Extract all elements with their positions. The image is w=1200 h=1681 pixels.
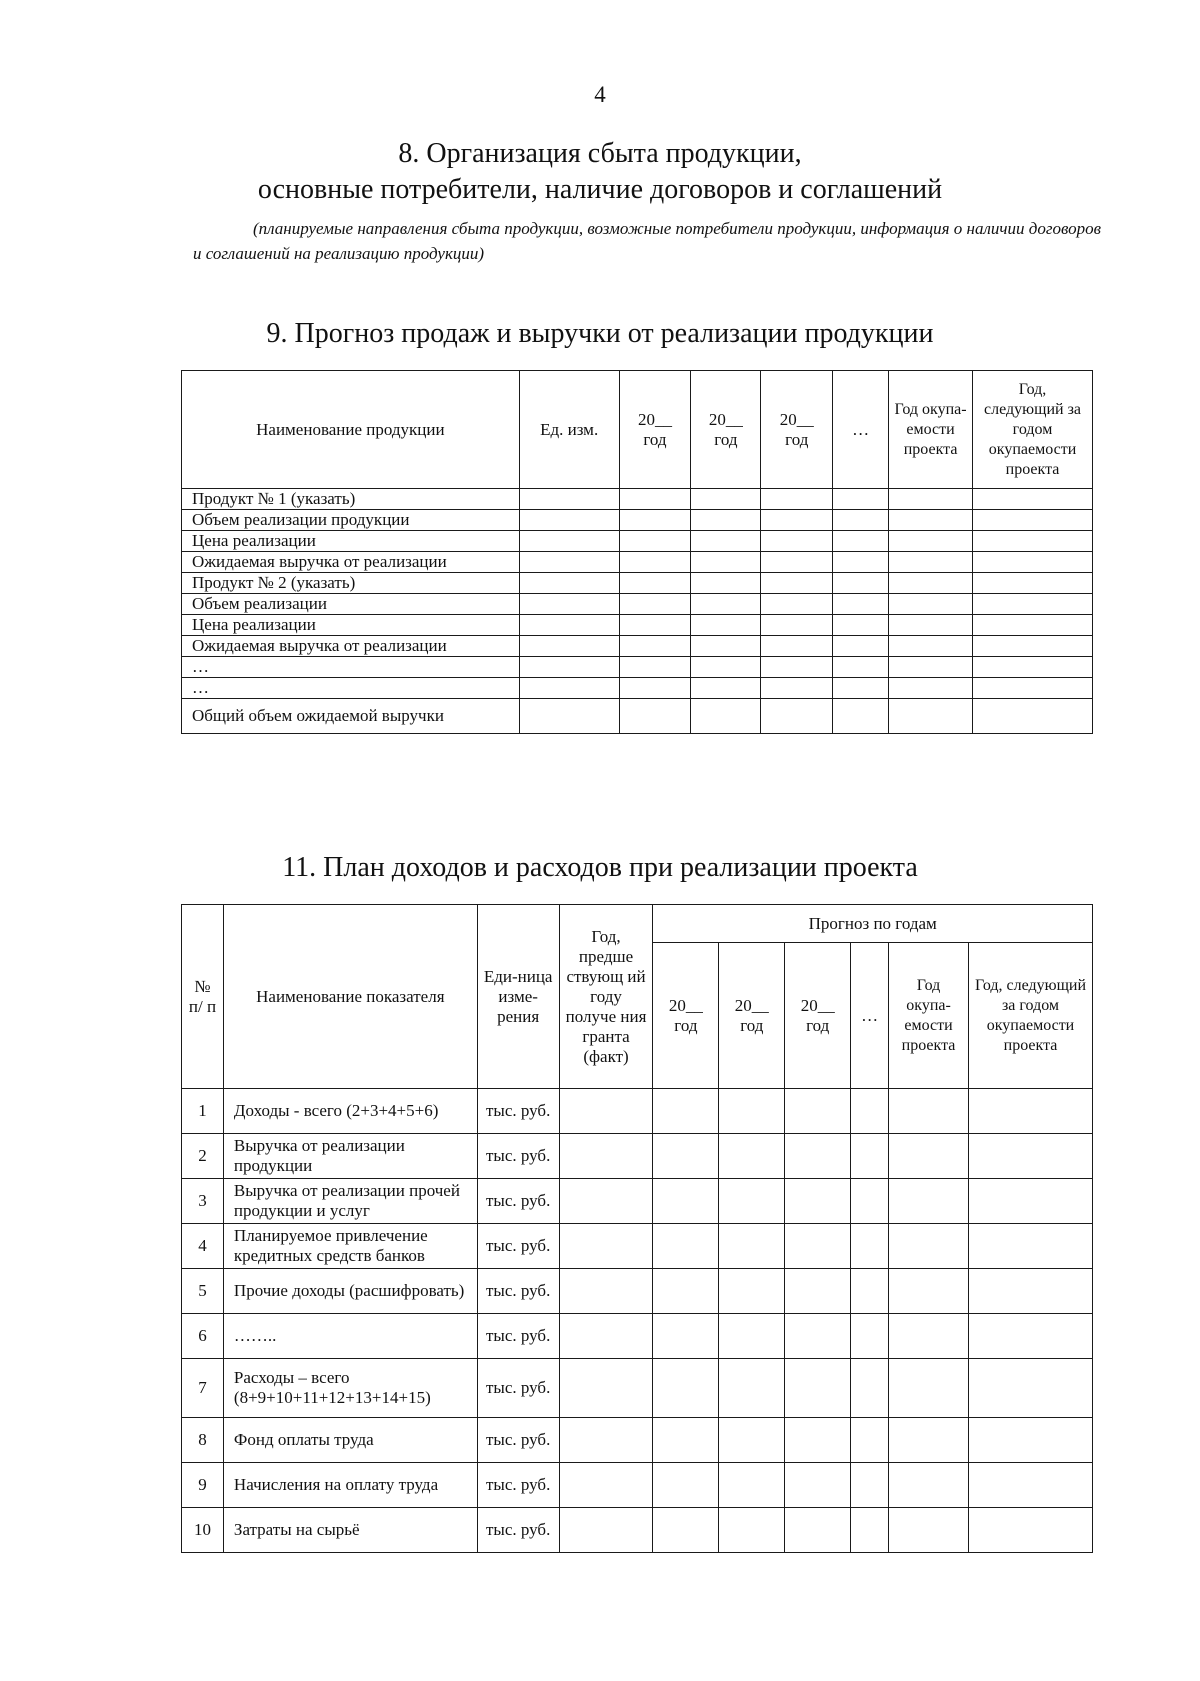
empty-cell (785, 1359, 851, 1418)
empty-cell (889, 1314, 969, 1359)
header-unit: Ед. изм. (519, 371, 619, 489)
empty-cell (969, 1269, 1093, 1314)
row-label: Цена реализации (182, 531, 520, 552)
row-indicator-name: …….. (223, 1314, 477, 1359)
row-indicator-name: Расходы – всего (8+9+10+11+12+13+14+15) (223, 1359, 477, 1418)
empty-cell (619, 489, 691, 510)
empty-cell (719, 1089, 785, 1134)
empty-cell (889, 1134, 969, 1179)
section-8-title-line-2: основные потребители, наличие договоров и соглашений (257, 174, 943, 205)
empty-cell (785, 1134, 851, 1179)
empty-cell (691, 657, 761, 678)
empty-cell (973, 531, 1093, 552)
table-row (182, 1089, 1093, 1134)
empty-cell (889, 1224, 969, 1269)
empty-cell (969, 1179, 1093, 1224)
row-number: 4 (182, 1224, 224, 1269)
header-forecast-year-3-value: 20__ (800, 995, 835, 1015)
empty-cell (691, 489, 761, 510)
row-label: … (182, 657, 520, 678)
section-11-title: 11. План доходов и расходов при реализации проекта (282, 852, 918, 883)
empty-cell (889, 489, 973, 510)
empty-cell (619, 552, 691, 573)
empty-cell (851, 1418, 889, 1463)
empty-cell (889, 552, 973, 573)
empty-cell (833, 552, 889, 573)
empty-cell (969, 1134, 1093, 1179)
header-year-1 (619, 371, 691, 489)
income-expense-header-row-1 (182, 905, 1093, 943)
empty-cell (851, 1314, 889, 1359)
empty-cell (851, 1359, 889, 1418)
row-indicator-name: Затраты на сырьё (223, 1508, 477, 1553)
empty-cell (833, 594, 889, 615)
empty-cell (785, 1269, 851, 1314)
empty-cell (559, 1463, 653, 1508)
table-row (182, 636, 1093, 657)
empty-cell (559, 1359, 653, 1418)
empty-cell (761, 615, 833, 636)
table-row (182, 1508, 1093, 1553)
empty-cell (519, 678, 619, 699)
row-label: … (182, 678, 520, 699)
empty-cell (851, 1269, 889, 1314)
row-number: 3 (182, 1179, 224, 1224)
empty-cell (691, 699, 761, 734)
empty-cell (519, 573, 619, 594)
empty-cell (833, 531, 889, 552)
row-measure-unit: тыс. руб. (477, 1179, 559, 1224)
row-measure-unit: тыс. руб. (477, 1508, 559, 1553)
row-measure-unit: тыс. руб. (477, 1269, 559, 1314)
empty-cell (833, 489, 889, 510)
row-measure-unit: тыс. руб. (477, 1359, 559, 1418)
table-row (182, 1134, 1093, 1179)
table-row (182, 1269, 1093, 1314)
empty-cell (969, 1089, 1093, 1134)
empty-cell (833, 573, 889, 594)
row-indicator-name: Фонд оплаты труда (223, 1418, 477, 1463)
empty-cell (973, 699, 1093, 734)
table-row (182, 1314, 1093, 1359)
row-label: Объем реализации продукции (182, 510, 520, 531)
empty-cell (719, 1508, 785, 1553)
header-product-name: Наименование продукции (182, 371, 520, 489)
empty-cell (969, 1224, 1093, 1269)
empty-cell (889, 510, 973, 531)
table-row (182, 1359, 1093, 1418)
header-forecast-year-2-label: год (740, 1015, 764, 1035)
empty-cell (785, 1089, 851, 1134)
empty-cell (761, 594, 833, 615)
empty-cell (973, 636, 1093, 657)
empty-cell (889, 699, 973, 734)
header-year-1-value: 20__ (637, 409, 672, 429)
empty-cell (761, 531, 833, 552)
header-forecast-year-2-value: 20__ (734, 995, 769, 1015)
empty-cell (969, 1418, 1093, 1463)
empty-cell (619, 531, 691, 552)
empty-cell (653, 1224, 719, 1269)
empty-cell (851, 1224, 889, 1269)
row-number: 5 (182, 1269, 224, 1314)
header-previous-year: Год, предше ствующ ий году получе ния гранта (факт) (559, 905, 653, 1089)
empty-cell (889, 1359, 969, 1418)
table-row (182, 510, 1093, 531)
empty-cell (559, 1418, 653, 1463)
header-forecast-payback-year: Год окупа-емости проекта (889, 943, 969, 1089)
row-measure-unit: тыс. руб. (477, 1089, 559, 1134)
row-number: 7 (182, 1359, 224, 1418)
section-9-title: 9. Прогноз продаж и выручки от реализации продукции (266, 318, 934, 349)
empty-cell (761, 657, 833, 678)
empty-cell (691, 615, 761, 636)
section-8-title-line-1: 8. Организация сбыта продукции, (398, 138, 802, 169)
table-row (182, 1224, 1093, 1269)
empty-cell (889, 1463, 969, 1508)
empty-cell (785, 1418, 851, 1463)
empty-cell (761, 573, 833, 594)
empty-cell (653, 1089, 719, 1134)
table-row (182, 699, 1093, 734)
empty-cell (619, 678, 691, 699)
header-year-3-value: 20__ (779, 409, 814, 429)
header-forecast-ellipsis: … (851, 943, 889, 1089)
empty-cell (619, 510, 691, 531)
empty-cell (889, 531, 973, 552)
table-row (182, 531, 1093, 552)
row-label: Цена реализации (182, 615, 520, 636)
header-after-payback-year: Год, следующий за годом окупаемости проекта (973, 371, 1093, 489)
empty-cell (619, 594, 691, 615)
empty-cell (785, 1179, 851, 1224)
empty-cell (785, 1508, 851, 1553)
sales-forecast-header-row (182, 371, 1093, 489)
empty-cell (559, 1314, 653, 1359)
header-indicator-name: Наименование показателя (223, 905, 477, 1089)
empty-cell (559, 1134, 653, 1179)
table-row (182, 615, 1093, 636)
header-year-1-label: год (643, 429, 667, 449)
row-number: 10 (182, 1508, 224, 1553)
empty-cell (653, 1134, 719, 1179)
table-row (182, 1418, 1093, 1463)
sales-forecast-body (182, 489, 1093, 734)
empty-cell (691, 510, 761, 531)
empty-cell (785, 1463, 851, 1508)
empty-cell (761, 678, 833, 699)
row-label: Объем реализации (182, 594, 520, 615)
empty-cell (719, 1179, 785, 1224)
header-measure-unit: Еди-ница изме-рения (477, 905, 559, 1089)
row-label: Продукт № 1 (указать) (182, 489, 520, 510)
table-row (182, 1179, 1093, 1224)
empty-cell (973, 678, 1093, 699)
empty-cell (889, 1418, 969, 1463)
empty-cell (519, 489, 619, 510)
empty-cell (519, 699, 619, 734)
empty-cell (761, 552, 833, 573)
empty-cell (973, 489, 1093, 510)
empty-cell (719, 1134, 785, 1179)
empty-cell (653, 1179, 719, 1224)
table-row (182, 1463, 1093, 1508)
empty-cell (785, 1314, 851, 1359)
empty-cell (833, 615, 889, 636)
row-measure-unit: тыс. руб. (477, 1463, 559, 1508)
page-number: 4 (594, 82, 606, 107)
empty-cell (973, 594, 1093, 615)
empty-cell (653, 1508, 719, 1553)
header-forecast-year-1-value: 20__ (668, 995, 703, 1015)
empty-cell (619, 615, 691, 636)
row-number: 1 (182, 1089, 224, 1134)
empty-cell (973, 615, 1093, 636)
empty-cell (969, 1463, 1093, 1508)
row-measure-unit: тыс. руб. (477, 1224, 559, 1269)
empty-cell (691, 636, 761, 657)
row-number: 2 (182, 1134, 224, 1179)
empty-cell (653, 1463, 719, 1508)
empty-cell (559, 1269, 653, 1314)
row-measure-unit: тыс. руб. (477, 1134, 559, 1179)
empty-cell (833, 657, 889, 678)
empty-cell (619, 657, 691, 678)
row-indicator-name: Прочие доходы (расшифровать) (223, 1269, 477, 1314)
empty-cell (973, 573, 1093, 594)
row-label: Общий объем ожидаемой выручки (182, 699, 520, 734)
table-row (182, 552, 1093, 573)
row-number: 6 (182, 1314, 224, 1359)
section-8-note: (планируемые направления сбыта продукции, возможные потребители продукции, информация о наличии договоров и соглашений на реализацию продукции) (193, 219, 1101, 263)
empty-cell (833, 636, 889, 657)
income-expense-table (181, 904, 1093, 1553)
empty-cell (619, 636, 691, 657)
empty-cell (519, 531, 619, 552)
empty-cell (619, 699, 691, 734)
header-year-2 (691, 371, 761, 489)
header-forecast-year-2 (719, 943, 785, 1089)
empty-cell (519, 552, 619, 573)
empty-cell (719, 1224, 785, 1269)
empty-cell (851, 1508, 889, 1553)
empty-cell (973, 657, 1093, 678)
empty-cell (691, 531, 761, 552)
row-label: Продукт № 2 (указать) (182, 573, 520, 594)
empty-cell (833, 699, 889, 734)
empty-cell (761, 510, 833, 531)
table-row (182, 573, 1093, 594)
header-year-3-label: год (785, 429, 809, 449)
row-indicator-name: Доходы - всего (2+3+4+5+6) (223, 1089, 477, 1134)
row-indicator-name: Начисления на оплату труда (223, 1463, 477, 1508)
empty-cell (889, 1179, 969, 1224)
empty-cell (851, 1463, 889, 1508)
header-forecast-year-1 (653, 943, 719, 1089)
row-number: 9 (182, 1463, 224, 1508)
empty-cell (619, 573, 691, 594)
empty-cell (889, 1508, 969, 1553)
empty-cell (653, 1359, 719, 1418)
empty-cell (559, 1179, 653, 1224)
empty-cell (889, 678, 973, 699)
empty-cell (691, 678, 761, 699)
empty-cell (719, 1359, 785, 1418)
empty-cell (761, 636, 833, 657)
empty-cell (889, 636, 973, 657)
row-number: 8 (182, 1418, 224, 1463)
row-indicator-name: Планируемое привлечение кредитных средств банков (223, 1224, 477, 1269)
header-payback-year: Год окупа-емости проекта (889, 371, 973, 489)
empty-cell (691, 594, 761, 615)
row-label: Ожидаемая выручка от реализации (182, 636, 520, 657)
header-forecast-after-payback-year: Год, следующий за годом окупаемости проекта (969, 943, 1093, 1089)
empty-cell (889, 615, 973, 636)
empty-cell (785, 1224, 851, 1269)
header-year-2-value: 20__ (708, 409, 743, 429)
empty-cell (653, 1314, 719, 1359)
empty-cell (969, 1314, 1093, 1359)
empty-cell (559, 1089, 653, 1134)
header-forecast-year-3 (785, 943, 851, 1089)
empty-cell (519, 594, 619, 615)
empty-cell (691, 552, 761, 573)
empty-cell (519, 510, 619, 531)
empty-cell (519, 615, 619, 636)
empty-cell (719, 1269, 785, 1314)
empty-cell (889, 573, 973, 594)
empty-cell (761, 489, 833, 510)
empty-cell (889, 657, 973, 678)
header-forecast-by-years: Прогноз по годам (653, 905, 1093, 943)
header-ellipsis: … (833, 371, 889, 489)
table-row (182, 657, 1093, 678)
empty-cell (653, 1418, 719, 1463)
row-measure-unit: тыс. руб. (477, 1314, 559, 1359)
header-row-number: № п/ п (182, 905, 224, 1089)
empty-cell (691, 573, 761, 594)
row-label: Ожидаемая выручка от реализации (182, 552, 520, 573)
empty-cell (851, 1179, 889, 1224)
empty-cell (559, 1508, 653, 1553)
empty-cell (889, 594, 973, 615)
empty-cell (969, 1359, 1093, 1418)
header-year-2-label: год (714, 429, 738, 449)
sales-forecast-table (181, 370, 1093, 734)
empty-cell (851, 1134, 889, 1179)
row-measure-unit: тыс. руб. (477, 1418, 559, 1463)
row-indicator-name: Выручка от реализации прочей продукции и услуг (223, 1179, 477, 1224)
income-expense-body (182, 1089, 1093, 1553)
empty-cell (969, 1508, 1093, 1553)
empty-cell (719, 1418, 785, 1463)
table-row (182, 594, 1093, 615)
empty-cell (851, 1089, 889, 1134)
empty-cell (833, 510, 889, 531)
empty-cell (559, 1224, 653, 1269)
empty-cell (719, 1314, 785, 1359)
table-row (182, 678, 1093, 699)
empty-cell (519, 657, 619, 678)
empty-cell (973, 510, 1093, 531)
header-year-3 (761, 371, 833, 489)
empty-cell (889, 1269, 969, 1314)
header-forecast-year-3-label: год (806, 1015, 830, 1035)
table-row (182, 489, 1093, 510)
empty-cell (761, 699, 833, 734)
empty-cell (889, 1089, 969, 1134)
header-forecast-year-1-label: год (674, 1015, 698, 1035)
empty-cell (653, 1269, 719, 1314)
empty-cell (719, 1463, 785, 1508)
empty-cell (833, 678, 889, 699)
empty-cell (973, 552, 1093, 573)
row-indicator-name: Выручка от реализации продукции (223, 1134, 477, 1179)
empty-cell (519, 636, 619, 657)
